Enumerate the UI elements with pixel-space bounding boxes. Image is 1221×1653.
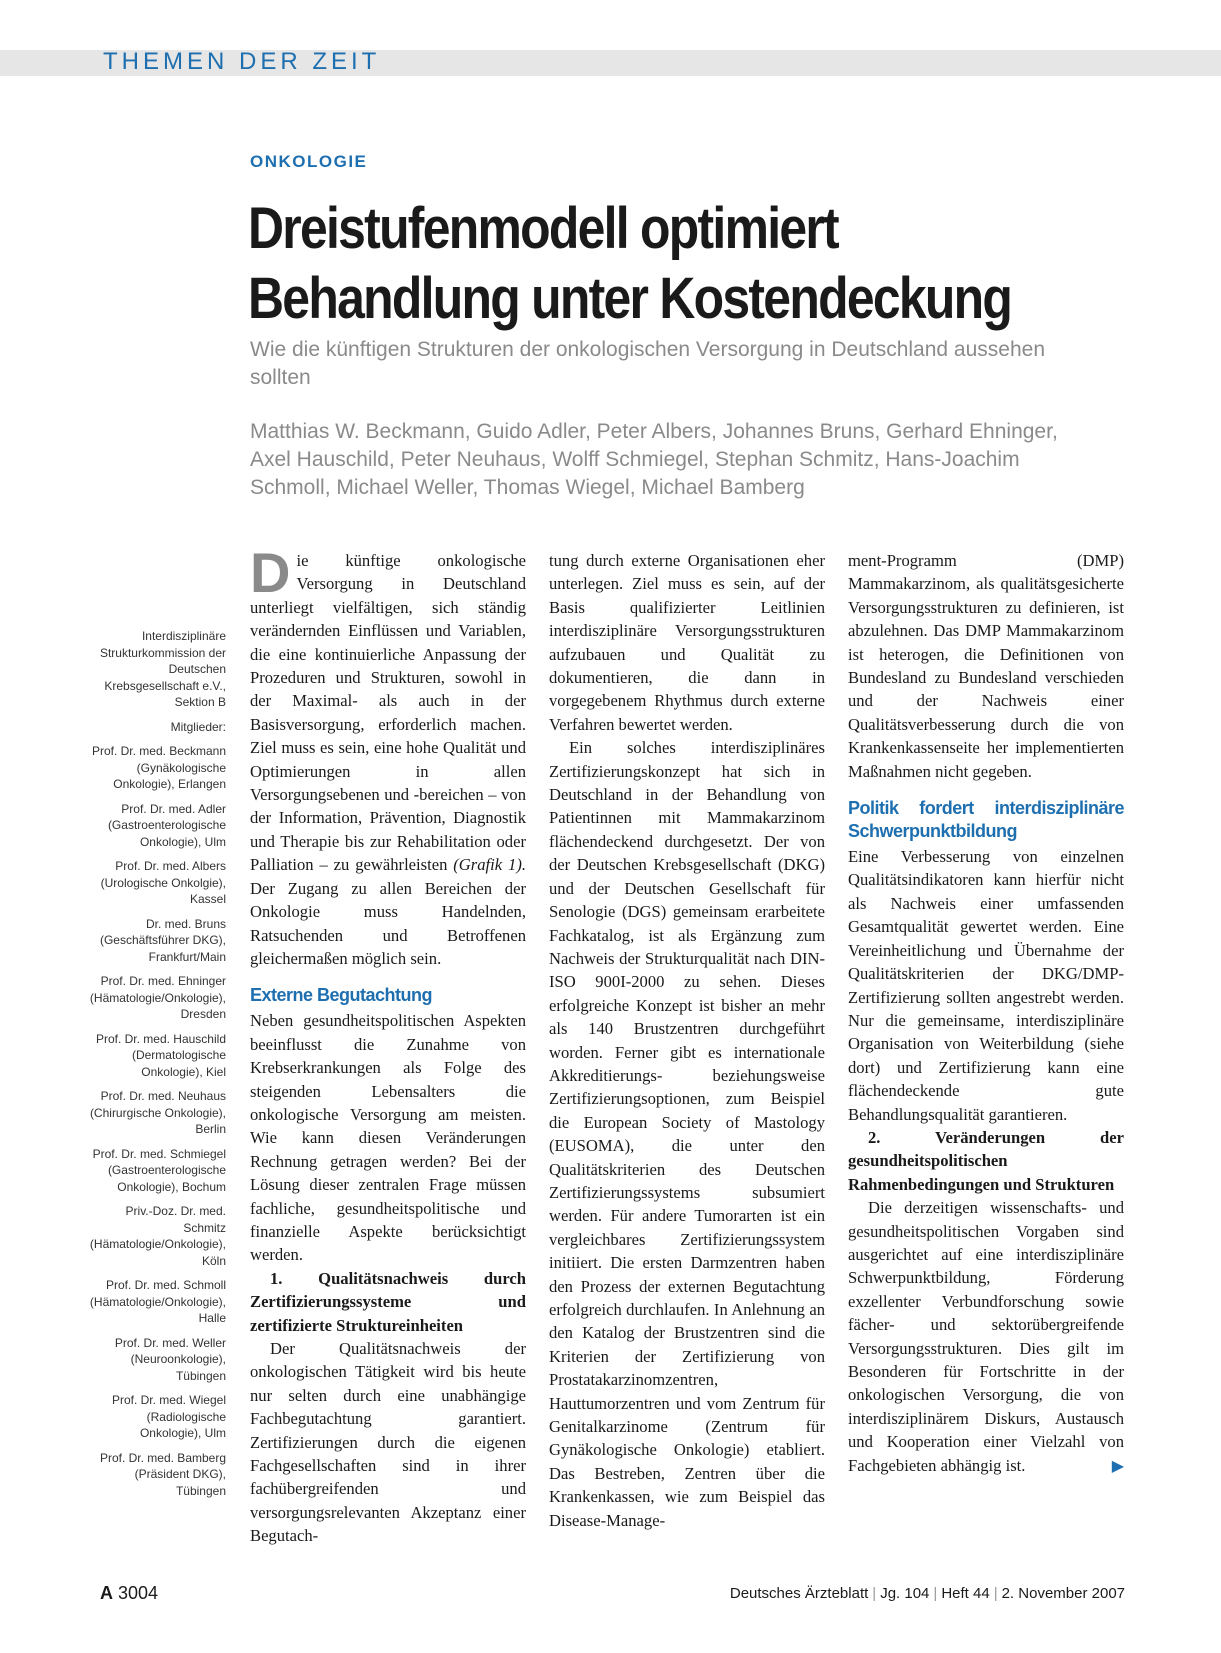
continue-arrow-icon: ▶ xyxy=(1111,1455,1124,1475)
article-authors: Matthias W. Beckmann, Guido Adler, Peter Albers, Johannes Bruns, Gerhard Ehninger, Axel Hauschild, Peter Neuhaus, Wolff Schmiegel, Stephan Schmitz, Hans-Joachim Schmoll, Michael Weller, Thomas Wiegel, Michael Bamberg xyxy=(250,420,1058,499)
section-label: THEMEN DER ZEIT xyxy=(103,48,381,75)
lead-paragraph xyxy=(250,541,526,970)
drop-cap: D xyxy=(250,541,291,604)
page-prefix: A xyxy=(100,1583,113,1603)
sidebar-member: Prof. Dr. med. Wiegel (Radiologische Onkologie), Ulm xyxy=(111,1393,226,1440)
sidebar-member: Prof. Dr. med. Adler (Gastroenterologische Onkologie), Ulm xyxy=(107,801,226,849)
paragraph: Eine Verbesserung von einzelnen Qualitätsindikatoren kann hierfür nicht als Nachweis einer umfassenden Gesamtqualität gewertet werden. Eine Vereinheitlichung und Übernahme der Qualitätskriterien der DKG/DMP-Zertifizierung sollten angestrebt werden. Nur die gemeinsame, interdisziplinäre Organisation von Weiterbildung (siehe dort) und Zertifizierung kann eine flächendeckende gute Behandlungsqualität garantieren. xyxy=(848,847,1124,1124)
lead-text: ie künftige onkologische Versorgung in Deutschland unterliegt vielfältigen, sich ständig verändernden Einflüssen und Variablen, die eine kontinuierliche Anpassung der Prozeduren und Strukturen, sowohl in der Maximal- als auch in der Basisversorgung, erforderlich machen. Ziel muss es sein, eine hohe Qualität und Optimierungen in allen Versorgungsebenen und -bereichen – von der Information, Prävention, Diagnostik und Therapie bis zur Rehabilitation oder Palliation – zu gewährleisten xyxy=(250,551,526,875)
sidebar-member: Prof. Dr. med. Hauschild (Dermatologische Onkologie), Kiel xyxy=(95,1031,226,1079)
journal-date: 2. November 2007 xyxy=(1001,1585,1125,1602)
numbered-subhead-2: 2. Veränderungen der gesundheitspolitischen Rahmenbedingungen und Strukturen xyxy=(848,1127,1124,1194)
body-column-2 xyxy=(549,549,825,1532)
lead-text-tail: Der Zugang zu allen Bereichen der Onkologie muss Handelnden, Ratsuchenden und Betroffenen gleichermaßen möglich sein. xyxy=(250,878,526,968)
paragraph: tung durch externe Organisationen eher unterlegen. Ziel muss es sein, auf der Basis qualifizierter Leitlinien interdisziplinäre Versorgungsstrukturen aufzubauen und Qualität zu dokumentieren, die dann in vorgegebenem Rhythmus durch externe Verfahren bewertet werden. xyxy=(549,551,825,734)
journal-name: Deutsches Ärzteblatt xyxy=(729,1585,869,1602)
sidebar-member: Dr. med. Bruns (Geschäftsführer DKG), Frankfurt/Main xyxy=(99,916,226,964)
journal-issue: Heft 44 xyxy=(941,1585,990,1602)
sidebar-org: Interdisziplinäre Strukturkommission der Deutschen Krebsgesellschaft e.V., Sektion B xyxy=(99,629,226,709)
footer-separator: | xyxy=(993,1585,998,1602)
paragraph: Der Qualitätsnachweis der onkologischen Tätigkeit wird bis heute nur selten durch eine unabhängige Fachbegutachtung garantiert. Zertifizierungen durch die eigenen Fachgesellschaften sind in ihrer fachübergreifenden und versorgungsrelevanten Akzeptanz einer Begutach- xyxy=(250,1339,526,1546)
sidebar-member: Prof. Dr. med. Bamberg (Präsident DKG), Tübingen xyxy=(99,1450,226,1498)
footer-separator: | xyxy=(872,1585,877,1602)
sidebar-member: Prof. Dr. med. Schmiegel (Gastroenterologische Onkologie), Bochum xyxy=(92,1146,226,1194)
article-title xyxy=(248,194,1177,334)
page-number-value: 3004 xyxy=(118,1583,159,1603)
journal-citation xyxy=(730,1585,1125,1602)
sidebar-member: Prof. Dr. med. Weller (Neuroonkologie), Tübingen xyxy=(114,1335,226,1383)
sidebar-member: Prof. Dr. med. Albers (Urologische Onkolgie), Kassel xyxy=(100,859,226,906)
sidebar-member: Prof. Dr. med. Ehninger (Hämatologie/Onkologie), Dresden xyxy=(89,974,226,1021)
sidebar-member: Prof. Dr. med. Schmoll (Hämatologie/Onkologie), Halle xyxy=(89,1278,226,1325)
journal-volume: Jg. 104 xyxy=(880,1585,930,1602)
footer-separator: | xyxy=(933,1585,938,1602)
article-kicker: ONKOLOGIE xyxy=(250,152,368,171)
paragraph xyxy=(848,1196,1124,1477)
article-subtitle: Wie die künftigen Strukturen der onkologischen Versorgung in Deutschland aussehen sollten xyxy=(250,338,1045,389)
subhead-externe-begutachtung: Externe Begutachtung xyxy=(250,985,433,1006)
sidebar-member: Prof. Dr. med. Neuhaus (Chirurgische Onkologie), Berlin xyxy=(89,1089,226,1136)
page-number xyxy=(100,1583,158,1604)
subhead-politik: Politik fordert interdisziplinäre Schwerpunktbildung xyxy=(848,798,1124,842)
sidebar-member: Priv.-Doz. Dr. med. Schmitz (Hämatologie/Onkologie), Köln xyxy=(89,1204,226,1268)
figure-reference: (Grafik 1). xyxy=(453,855,526,875)
sidebar-members-label: Mitglieder: xyxy=(170,719,226,734)
body-column-3 xyxy=(848,549,1124,1477)
title-line-2: Behandlung unter Kostendeckung xyxy=(248,266,1012,331)
paragraph-text: Die derzeitigen wissenschafts- und gesundheitspolitischen Vorgaben sind ausgerichtet auf eine interdisziplinäre Schwerpunktbildung, Förderung exzellenter Verbundforschung sowie fächer- und sektorübergreifende Versorgungsstrukturen. Dies gilt im Besonderen für Fortschritte in der onkologischen Versorgung, die von interdisziplinärem Diskurs, Austausch und Kooperation einer Vielzahl von Fachgebieten abhängig ist. xyxy=(848,1198,1124,1475)
author-sidebar xyxy=(88,628,226,1507)
body-column-1 xyxy=(250,541,526,1548)
numbered-subhead-1: 1. Qualitätsnachweis durch Zertifizierungssysteme und zertifizierte Struktureinheiten xyxy=(250,1268,526,1335)
paragraph: ment-Programm (DMP) Mammakarzinom, als qualitätsgesicherte Versorgungsstrukturen zu definieren, ist abzulehnen. Das DMP Mammakarzinom ist heterogen, die Definitionen von Bundesland zu Bundesland verschieden und der Nachweis einer Qualitätsverbesserung durch die von Krankenkassenseite her implementierten Maßnahmen nicht gegeben. xyxy=(848,551,1124,781)
paragraph: Neben gesundheitspolitischen Aspekten beeinflusst die Zunahme von Krebserkrankungen als Folge des steigenden Lebensalters die onkologische Versorgung am meisten. Wie kann diesen Veränderungen Rechnung getragen werden? Bei der Lösung dieser zentralen Frage müssen fachliche, gesundheitspolitische und finanzielle Aspekte berücksichtigt werden. xyxy=(250,1011,526,1265)
sidebar-member: Prof. Dr. med. Beckmann (Gynäkologische Onkologie), Erlangen xyxy=(91,744,226,791)
paragraph: Ein solches interdisziplinäres Zertifizierungskonzept hat sich in Deutschland in der Behandlung von Patientinnen mit Mammakarzinom flächendeckend durchgesetzt. Der von der Deutschen Krebsgesellschaft (DKG) und der Deutschen Gesellschaft für Senologie (DGS) gemeinsam erarbeitete Fachkatalog, ist als Ergänzung zum Nachweis der Strukturqualität nach DIN-ISO 900I-2000 zu sehen. Dieses erfolgreiche Konzept ist bisher an mehr als 140 Brustzentren durchgeführt worden. Ferner gibt es internationale Akkreditierungs- beziehungsweise Zertifizierungsoptionen, zum Beispiel die European Society of Mastology (EUSOMA), die unter den Qualitätskriterien des Deutschen Zertifizierungssystems subsumiert werden. Für andere Tumorarten ist ein vergleichbares Zertifizierungssystem initiiert. Die ersten Darmzentren haben den Prozess der externen Begutachtung erfolgreich durchlaufen. In Anlehnung an den Katalog der Brustzentren sind die Kriterien der Zertifizierung von Prostatakarzinomzentren, Hauttumorzentren und vom Zentrum für Genitalkarzinome (Zentrum für Gynäkologische Onkologie) etabliert. Das Bestreben, Zentren über die Krankenkassen, wie zum Beispiel das Disease-Manage- xyxy=(549,738,825,1530)
title-line-1: Dreistufenmodell optimiert xyxy=(248,196,838,261)
